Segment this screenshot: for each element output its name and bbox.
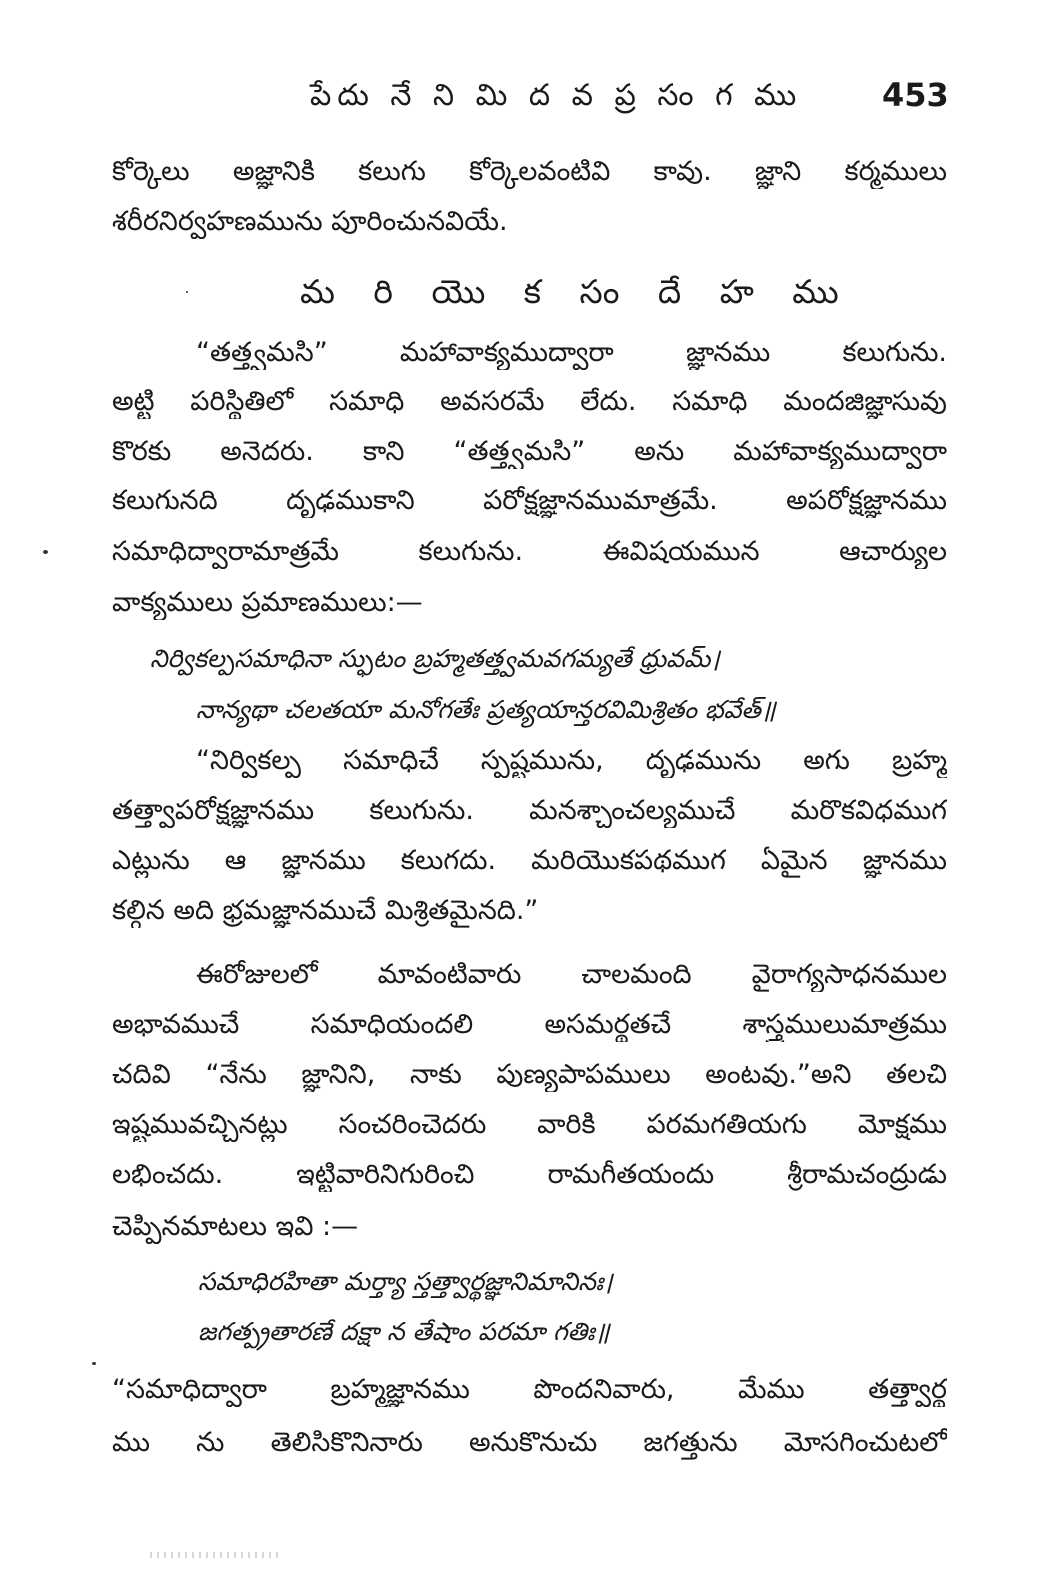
text-line: ఎట్లును ఆ జ్ఞానము కలుగదు. మరియొకపథముగ ఏమైన జ్ఞానము [112,845,947,876]
text-line: “తత్త్వమసి” మహావాక్యముద్వారా జ్ఞానము కలుగును. [196,337,947,368]
text-line: ఇష్టమువచ్చినట్లు సంచరించెదరు వారికి పరమగతియగు మోక్షము [112,1109,947,1140]
text-line: లభించదు. ఇట్టివారినిగురించి రామగీతయందు శ్రీరామచంద్రుడు [112,1159,947,1190]
text-line: “సమాధిద్వారా బ్రహ్మజ్ఞానము పొందనివారు, మేము తత్త్వార్థ [112,1374,947,1405]
text-line: సమాధిద్వారామాత్రమే కలుగును. ఈవిషయమున ఆచార్యుల [112,536,947,567]
running-head: పేదు నే ని మి ద వ ప్ర సం గ ము [310,78,803,113]
text-line: అభావముచే సమాధియందలి అసమర్థతచే శాస్త్రములుమాత్రము [112,1009,947,1040]
text-line: కోర్కెలు అజ్ఞానికి కలుగు కోర్కెలవంటివి కావు. జ్ఞాని కర్మములు [112,156,947,187]
text-line: శరీరనిర్వహణమును పూరించునవియే. [112,206,508,237]
text-line: ఈరోజులలో మావంటివారు చాలమంది వైరాగ్యసాధనముల [196,959,947,990]
text-line: చెప్పినమాటలు ఇవి :— [112,1211,359,1242]
verse-line: నిర్వికల్పసమాధినా స్ఫుటం బ్రహ్మతత్త్వమవగమ్యతే ధ్రువమ్। [150,644,720,673]
text-line: ము ను తెలిసికొనినారు అనుకొనుచు జగత్తును మోసగించుటలో [112,1427,947,1458]
text-line: చదివి “నేను జ్ఞానిని, నాకు పుణ్యపాపములు అంటవు.”అని తలచి [112,1059,947,1090]
text-line: “నిర్వికల్ప సమాధిచే స్పష్టమును, దృఢమును అగు బ్రహ్మ [196,745,947,776]
text-line: కలుగునది దృఢముకాని పరోక్షజ్ఞానముమాత్రమే. అపరోక్షజ్ఞానము [112,485,947,516]
verse-line: నాన్యథా చలతయా మనోగతేః ప్రత్యయాన్తరవిమిశ్రితం భవేత్॥ [196,695,776,724]
scan-speck [186,291,188,293]
verse-line: జగత్ప్రతారణే దక్షా న తేషాం పరమా గతిః॥ [198,1317,610,1346]
verse-line: సమాధిరహితా మర్త్యా స్తత్త్వార్థజ్ఞానిమానినః। [198,1267,613,1296]
page-number: 453 [882,76,949,114]
text-line: తత్త్వాపరోక్షజ్ఞానము కలుగును. మనశ్చాంచల్యముచే మరొకవిధముగ [112,795,947,826]
scan-speck [43,550,48,554]
text-line: అట్టి పరిస్థితిలో సమాధి అవసరమే లేదు. సమాధి మందజిజ్ఞాసువు [112,386,947,417]
scan-noise [150,1552,280,1558]
scan-speck [92,1362,96,1365]
text-line: కొరకు అనెదరు. కాని “తత్త్వమసి” అను మహావాక్యముద్వారా [112,436,947,467]
section-heading: మ రి యొ క సం దే హ ము [300,272,853,311]
text-line: వాక్యములు ప్రమాణములు:— [112,587,423,618]
text-line: కల్గిన అది భ్రమజ్ఞానముచే మిశ్రితమైనది.” [112,895,539,926]
